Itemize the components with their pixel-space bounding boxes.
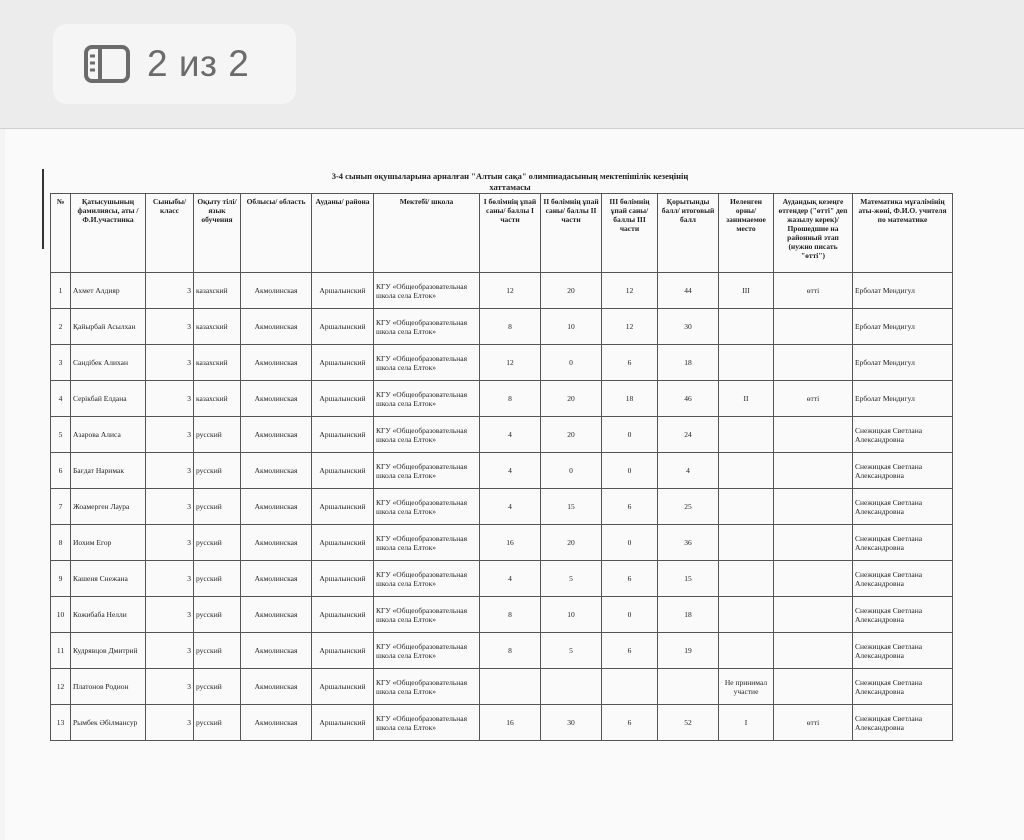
cell-lang: русский [194,453,241,489]
cell-p3: 0 [602,525,658,561]
cell-place [719,633,774,669]
header-p1: I бөлімнің ұпай саны/ баллы I части [480,194,541,273]
cell-grade: 3 [146,489,194,525]
table-row [51,453,953,489]
cell-teacher: Снежицкая Светлана Александровна [853,669,953,705]
cell-place [719,489,774,525]
cell-p2: 0 [541,453,602,489]
cell-num: 5 [51,417,71,453]
cell-region: Акмолинская [241,309,312,345]
cell-p3: 6 [602,633,658,669]
cell-p3: 18 [602,381,658,417]
sidebar-panel-icon[interactable] [83,44,131,84]
cell-place [719,453,774,489]
cell-grade: 3 [146,273,194,309]
cell-place [719,525,774,561]
cell-school: КГУ «Общеобразовательная школа села Елток» [374,597,480,633]
header-teacher: Математика мұғалімінің аты-жөні, Ф.И.О. учителя по математике [853,194,953,273]
cell-p1: 8 [480,381,541,417]
cell-total: 30 [658,309,719,345]
cell-district: Аршалынский [312,669,374,705]
cell-next [774,633,853,669]
cell-district: Аршалынский [312,705,374,741]
cell-num: 10 [51,597,71,633]
cell-p3: 6 [602,345,658,381]
table-row [51,561,953,597]
cell-lang: русский [194,669,241,705]
cell-place [719,309,774,345]
cell-p3: 0 [602,417,658,453]
header-district: Ауданы/ района [312,194,374,273]
cell-teacher: Ерболат Мендигул [853,381,953,417]
cell-teacher: Снежицкая Светлана Александровна [853,453,953,489]
cell-p2: 0 [541,345,602,381]
cell-region: Акмолинская [241,561,312,597]
cell-teacher: Снежицкая Светлана Александровна [853,633,953,669]
cell-region: Акмолинская [241,345,312,381]
cell-p3: 6 [602,489,658,525]
cell-lang: русский [194,633,241,669]
cell-district: Аршалынский [312,453,374,489]
table-row [51,273,953,309]
cell-school: КГУ «Общеобразовательная школа села Елток» [374,273,480,309]
cell-school: КГУ «Общеобразовательная школа села Елток» [374,669,480,705]
cell-p3: 0 [602,453,658,489]
cell-lang: русский [194,417,241,453]
cell-total: 36 [658,525,719,561]
cell-teacher: Снежицкая Светлана Александровна [853,705,953,741]
cell-school: КГУ «Общеобразовательная школа села Елток» [374,561,480,597]
cell-name: Платонов Родион [71,669,146,705]
cell-p2: 15 [541,489,602,525]
cell-school: КГУ «Общеобразовательная школа села Елток» [374,417,480,453]
cell-place: III [719,273,774,309]
cell-region: Акмолинская [241,633,312,669]
cell-p1: 16 [480,525,541,561]
cell-next [774,597,853,633]
header-p2: II бөлімнің ұпай саны/ баллы II части [541,194,602,273]
cell-total: 24 [658,417,719,453]
cell-region: Акмолинская [241,525,312,561]
cell-name: Кашеня Снежана [71,561,146,597]
cell-p2: 10 [541,309,602,345]
cell-total: 52 [658,705,719,741]
cell-district: Аршалынский [312,525,374,561]
cell-district: Аршалынский [312,561,374,597]
cell-p1: 4 [480,417,541,453]
cell-region: Акмолинская [241,489,312,525]
cell-place: II [719,381,774,417]
cell-num: 12 [51,669,71,705]
cell-p1: 16 [480,705,541,741]
cell-district: Аршалынский [312,489,374,525]
cell-grade: 3 [146,561,194,597]
cell-num: 7 [51,489,71,525]
cell-region: Акмолинская [241,381,312,417]
page-indicator-pill[interactable] [53,24,296,104]
document-title: 3-4 сынып оқушыларына арналған "Алтын сақа" олимпиадасының мектепішілік кезеңінің хаттамасы [331,171,689,192]
cell-grade: 3 [146,453,194,489]
table-row [51,525,953,561]
table-row [51,345,953,381]
header-school: Мектебі/ школа [374,194,480,273]
cell-grade: 3 [146,633,194,669]
cell-school: КГУ «Общеобразовательная школа села Елток» [374,381,480,417]
table-row [51,705,953,741]
header-name: Қатысушының фамилиясы, аты /Ф.И.участника [71,194,146,273]
cell-school: КГУ «Общеобразовательная школа села Елток» [374,525,480,561]
scanned-document [5,129,1024,840]
table-row [51,381,953,417]
cell-p2 [541,669,602,705]
cell-region: Акмолинская [241,453,312,489]
cell-p2: 20 [541,417,602,453]
cell-p3: 0 [602,597,658,633]
cell-next [774,525,853,561]
cell-total: 18 [658,345,719,381]
cell-place [719,417,774,453]
cell-district: Аршалынский [312,309,374,345]
header-next: Аудандық кезеңге өтгендер ("өтті" деп жазылу керек)/ Прошедшие на районный этап (нужно писать "өтті") [774,194,853,273]
results-table [50,193,953,741]
cell-district: Аршалынский [312,381,374,417]
cell-lang: русский [194,525,241,561]
cell-p1: 4 [480,453,541,489]
cell-region: Акмолинская [241,669,312,705]
cell-grade: 3 [146,417,194,453]
cell-grade: 3 [146,345,194,381]
cell-p3: 6 [602,561,658,597]
header-total: Қорытынды балл/ итоговый балл [658,194,719,273]
cell-total: 15 [658,561,719,597]
cell-p1 [480,669,541,705]
cell-lang: казахский [194,345,241,381]
cell-p1: 4 [480,489,541,525]
cell-teacher: Снежицкая Светлана Александровна [853,525,953,561]
cell-place [719,561,774,597]
table-row [51,489,953,525]
cell-name: Рымбек Әбілмансур [71,705,146,741]
cell-next [774,417,853,453]
cell-p2: 10 [541,597,602,633]
header-num: № [51,194,71,273]
cell-name: Қайырбай Асылхан [71,309,146,345]
cell-lang: казахский [194,381,241,417]
page-indicator-text: 2 из 2 [147,43,250,84]
document-page-area[interactable] [0,128,1024,840]
cell-grade: 3 [146,525,194,561]
cell-p3: 12 [602,273,658,309]
cell-num: 3 [51,345,71,381]
cell-num: 4 [51,381,71,417]
cell-place [719,597,774,633]
cell-lang: казахский [194,273,241,309]
viewer-toolbar [0,0,1024,128]
cell-region: Акмолинская [241,597,312,633]
cell-p1: 4 [480,561,541,597]
cell-name: Жоамерген Лаура [71,489,146,525]
cell-next: өтті [774,273,853,309]
cell-name: Бағдат Наримак [71,453,146,489]
cell-name: Серікбай Елдана [71,381,146,417]
cell-teacher: Снежицкая Светлана Александровна [853,417,953,453]
cell-p2: 20 [541,525,602,561]
cell-total: 4 [658,453,719,489]
cell-num: 2 [51,309,71,345]
cell-school: КГУ «Общеобразовательная школа села Елток» [374,633,480,669]
cell-lang: русский [194,561,241,597]
cell-next [774,345,853,381]
cell-district: Аршалынский [312,633,374,669]
cell-teacher: Снежицкая Светлана Александровна [853,489,953,525]
cell-grade: 3 [146,381,194,417]
cell-place: Не принимал участие [719,669,774,705]
header-p3: III бөлімнің ұпай саны/ баллы III части [602,194,658,273]
cell-teacher: Ерболат Мендигул [853,345,953,381]
cell-teacher: Снежицкая Светлана Александровна [853,597,953,633]
cell-name: Ахмет Алдияр [71,273,146,309]
cell-school: КГУ «Общеобразовательная школа села Елток» [374,309,480,345]
cell-teacher: Снежицкая Светлана Александровна [853,561,953,597]
cell-p3 [602,669,658,705]
cell-total: 44 [658,273,719,309]
cell-school: КГУ «Общеобразовательная школа села Елток» [374,705,480,741]
cell-school: КГУ «Общеобразовательная школа села Елток» [374,453,480,489]
cell-district: Аршалынский [312,273,374,309]
cell-p1: 12 [480,273,541,309]
cell-place: I [719,705,774,741]
header-grade: Сыныбы/класс [146,194,194,273]
cell-next [774,669,853,705]
cell-name: Сандібек Алихан [71,345,146,381]
header-region: Облысы/ область [241,194,312,273]
table-row [51,417,953,453]
cell-next [774,489,853,525]
cell-region: Акмолинская [241,705,312,741]
cell-next [774,561,853,597]
cell-lang: казахский [194,309,241,345]
cell-grade: 3 [146,309,194,345]
cell-next [774,309,853,345]
cell-p1: 8 [480,309,541,345]
cell-district: Аршалынский [312,597,374,633]
cell-grade: 3 [146,669,194,705]
cell-teacher: Ерболат Мендигул [853,273,953,309]
cell-num: 13 [51,705,71,741]
cell-region: Акмолинская [241,417,312,453]
cell-district: Аршалынский [312,417,374,453]
cell-name: Кожибаба Нелли [71,597,146,633]
cell-total: 19 [658,633,719,669]
header-lang: Оқыту тілі/ язык обучения [194,194,241,273]
cell-lang: русский [194,705,241,741]
cell-place [719,345,774,381]
cell-lang: русский [194,597,241,633]
cell-grade: 3 [146,705,194,741]
cell-total: 25 [658,489,719,525]
cell-total [658,669,719,705]
cell-p2: 5 [541,561,602,597]
table-row [51,597,953,633]
cell-p2: 20 [541,273,602,309]
cell-p2: 5 [541,633,602,669]
cell-school: КГУ «Общеобразовательная школа села Елток» [374,345,480,381]
table-header-row [51,194,953,273]
table-row [51,309,953,345]
cell-num: 6 [51,453,71,489]
cell-p1: 12 [480,345,541,381]
cell-next [774,453,853,489]
cell-total: 18 [658,597,719,633]
cell-school: КГУ «Общеобразовательная школа села Елток» [374,489,480,525]
cell-teacher: Ерболат Мендигул [853,309,953,345]
cell-p3: 12 [602,309,658,345]
cell-p2: 20 [541,381,602,417]
cell-next: өтті [774,381,853,417]
cell-name: Иохим Егор [71,525,146,561]
cell-p2: 30 [541,705,602,741]
table-row [51,669,953,705]
cell-p1: 8 [480,633,541,669]
cell-num: 8 [51,525,71,561]
header-place: Иеленген орны/ занимаемое место [719,194,774,273]
cell-region: Акмолинская [241,273,312,309]
cell-num: 1 [51,273,71,309]
cell-num: 9 [51,561,71,597]
cell-total: 46 [658,381,719,417]
cell-lang: русский [194,489,241,525]
cell-next: өтті [774,705,853,741]
cell-num: 11 [51,633,71,669]
cell-district: Аршалынский [312,345,374,381]
margin-mark [42,169,44,249]
table-row [51,633,953,669]
cell-name: Азарова Алиса [71,417,146,453]
cell-name: Кудрявцов Дмитрий [71,633,146,669]
cell-grade: 3 [146,597,194,633]
cell-p3: 6 [602,705,658,741]
cell-p1: 8 [480,597,541,633]
